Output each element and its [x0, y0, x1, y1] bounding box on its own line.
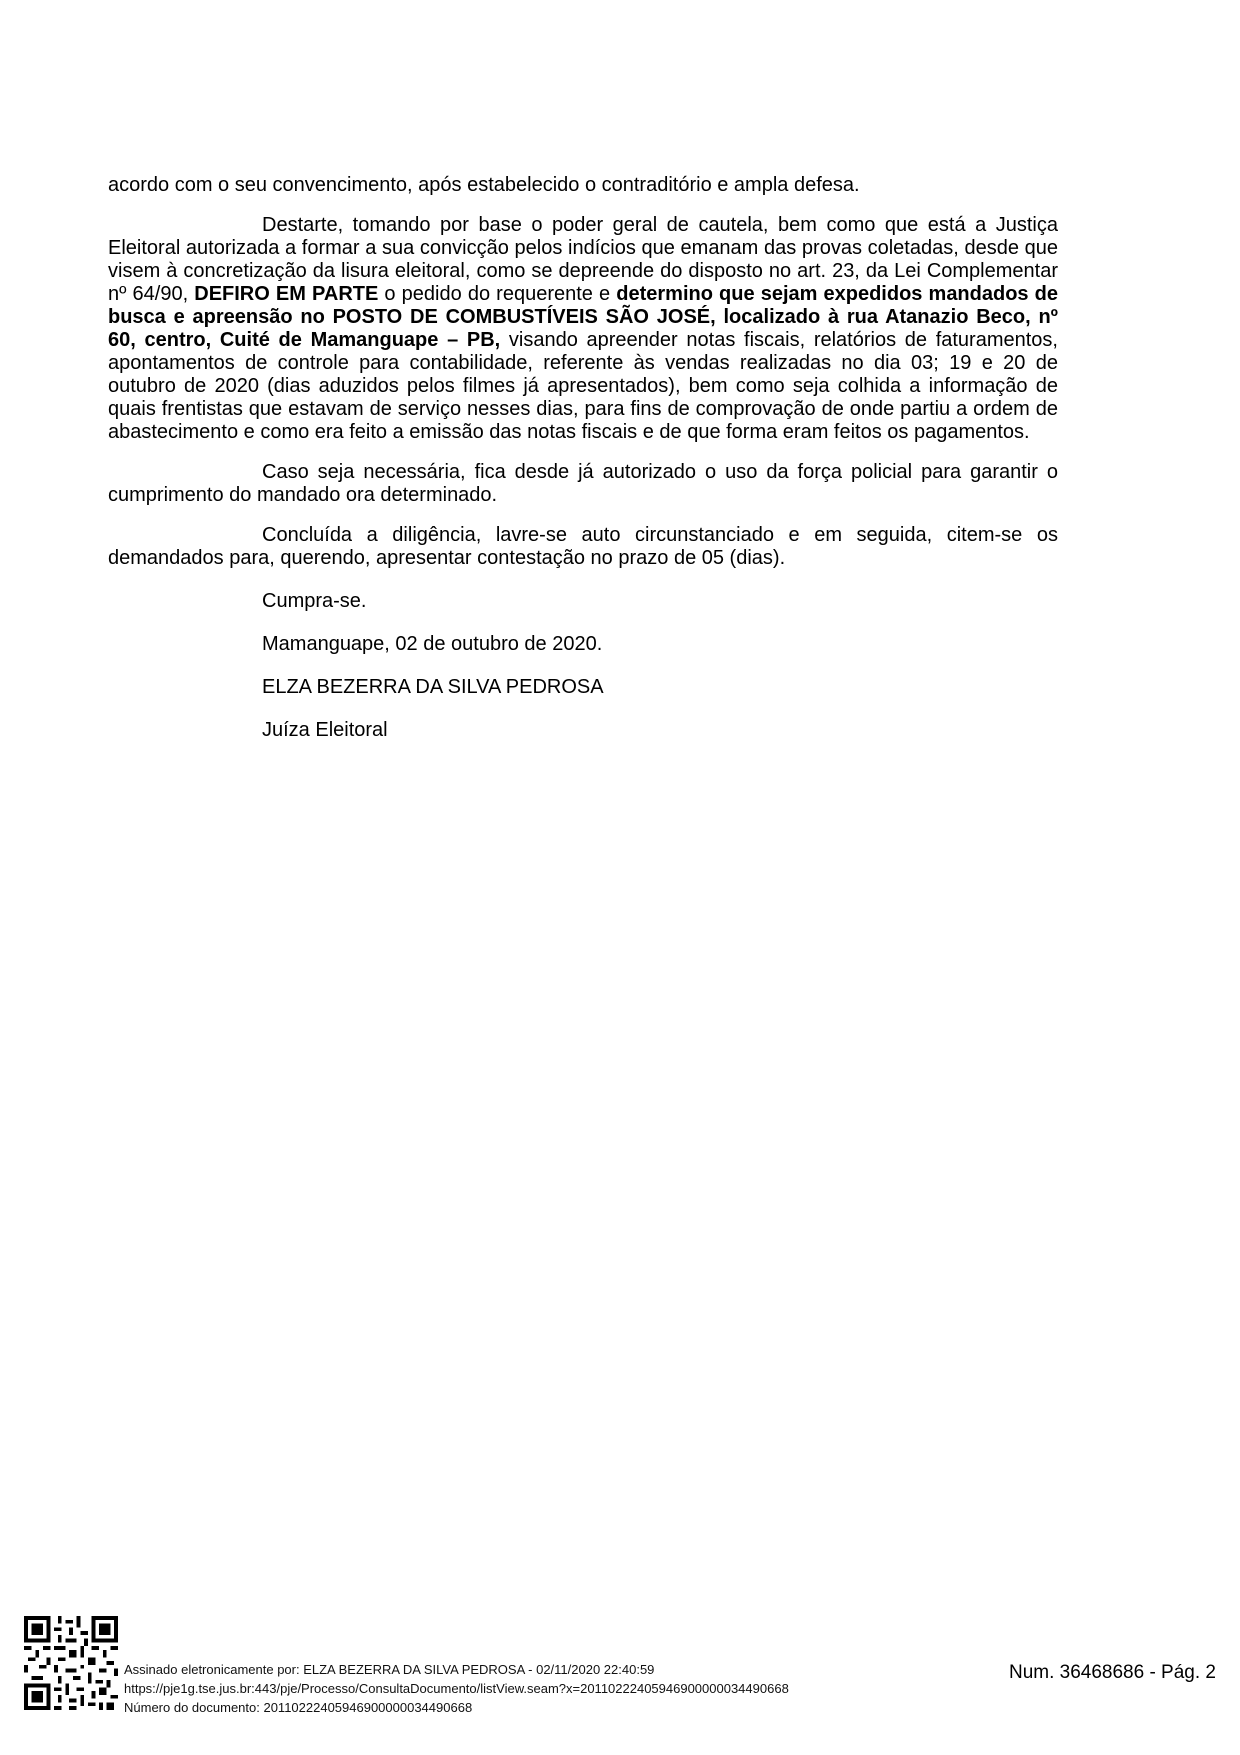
paragraph-2-bold-defiro: DEFIRO EM PARTE: [194, 283, 379, 305]
document-url: https://pje1g.tse.jus.br:443/pje/Processo/ConsultaDocumento/listView.seam?x=20110222405946900000034490668: [124, 1681, 789, 1696]
paragraph-2-bold-determino: determino que sejam expedidos mandados de busca e apreensão no POSTO DE COMBUSTÍVEIS SÃO JOSÉ, localizado à rua Atanazio Beco, nº 60, centro, Cuité de Mamanguape – PB,: [108, 283, 1058, 351]
signature-footer: [124, 1660, 789, 1717]
paragraph-2-text-e: visando apreender notas fiscais, relatórios de faturamentos, apontamentos de controle para contabilidade, referente às vendas realizadas no dia 03; 19 e 20 de outubro de 2020 (dias aduzidos pelos filmes já apresentados), bem como seja colhida a informação de quais frentistas que estavam de serviço nesses dias, para fins de comprovação de onde partiu a ordem de abastecimento e como era feito a emissão das notas fiscais e de que forma eram feitos os pagamentos.: [108, 329, 1058, 443]
page-number: Num. 36468686 - Pág. 2: [1008, 1662, 1216, 1683]
closing-line: Cumpra-se.: [262, 590, 367, 612]
paragraph-1: acordo com o seu convencimento, após estabelecido o contraditório e ampla defesa.: [108, 174, 860, 196]
document-number: Número do documento: 20110222405946900000034490668: [124, 1700, 473, 1715]
paragraph-2-text-c: o pedido do requerente e: [378, 283, 617, 305]
qr-code-icon: [24, 1616, 118, 1710]
signer-name: ELZA BEZERRA DA SILVA PEDROSA: [262, 676, 604, 698]
paragraph-2: [108, 214, 1058, 444]
paragraph-4: Concluída a diligência, lavre-se auto circunstanciado e em seguida, citem-se os demandados para, querendo, apresentar contestação no prazo de 05 (dias).: [108, 524, 1058, 569]
paragraph-3: Caso seja necessária, fica desde já autorizado o uso da força policial para garantir o cumprimento do mandado ora determinado.: [108, 461, 1058, 506]
signed-by-line: Assinado eletronicamente por: ELZA BEZERRA DA SILVA PEDROSA - 02/11/2020 22:40:59: [124, 1662, 655, 1677]
document-body: [108, 174, 1058, 742]
signer-role: Juíza Eleitoral: [262, 719, 388, 741]
place-date: Mamanguape, 02 de outubro de 2020.: [262, 633, 603, 655]
paragraph-2-text-a: Destarte, tomando por base o poder geral de cautela, bem como que está a Justiça Eleitoral autorizada a formar a sua convicção pelos indícios que emanam das provas coletadas, desde que visem à concretização da lisura eleitoral, como se depreende do disposto no art. 23, da Lei Complementar nº 64/90,: [108, 214, 1058, 305]
